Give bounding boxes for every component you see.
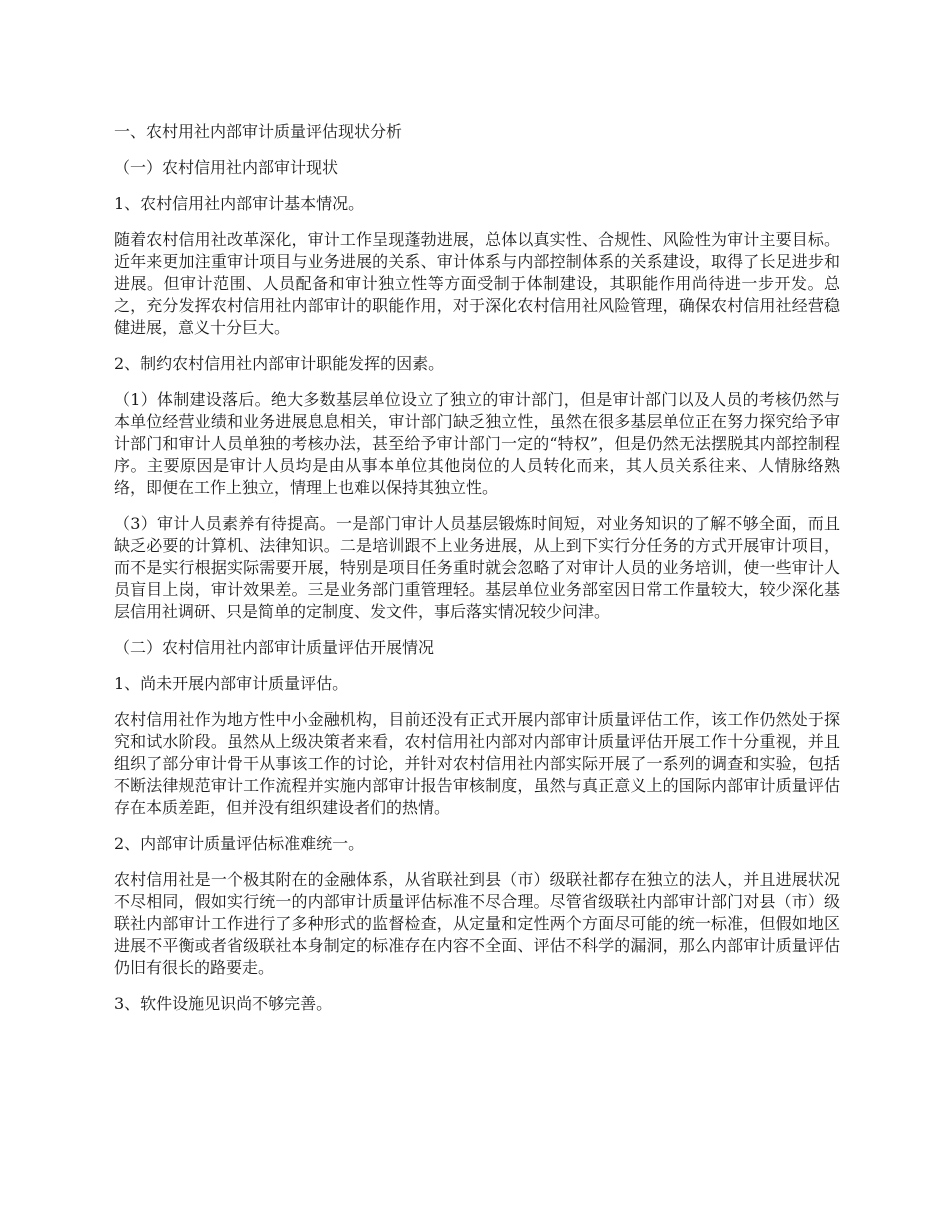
document-page [114,121,840,1029]
paragraph-1: 随着农村信用社改革深化，审计工作呈现蓬勃进展，总体以真实性、合规性、风险性为审计主要目标。近年来更加注重审计项目与业务进展的关系、审计体系与内部控制体系的关系建设，取得了长足进步和进展。但审计范围、人员配备和审计独立性等方面受制于体制建设，其职能作用尚待进一步开发。总之，充分发挥农村信用社内部审计的职能作用，对于深化农村信用社风险管理，确保农村信用社经营稳健进展，意义十分巨大。 [114,230,840,337]
subheading-2-2: 2、内部审计质量评估标准难统一。 [114,834,365,853]
main-heading: 一、农村用社内部审计质量评估现状分析 [114,122,403,141]
section-heading-1: （一）农村信用社内部审计现状 [114,158,339,177]
subheading-1-2: 2、制约农村信用社内部审计职能发挥的因素。 [114,354,445,373]
paragraph-5: 农村信用社是一个极其附在的金融体系，从省联社到县（市）级联社都存在独立的法人，并且进展状况不尽相同，假如实行统一的内部审计质量评估标准不尽合理。尽管省级联社内部审计部门对县（市）级联社内部审计工作进行了多种形式的监督检查，从定量和定性两个方面尽可能的统一标准，但假如地区进展不平衡或者省级联社本身制定的标准存在内容不全面、评估不科学的漏洞，那么内部审计质量评估仍旧有很长的路要走。 [114,870,840,977]
subheading-2-3: 3、软件设施见识尚不够完善。 [114,994,333,1013]
section-heading-2: （二）农村信用社内部审计质量评估开展情况 [114,638,435,657]
subheading-1-1: 1、农村信用社内部审计基本情况。 [114,194,365,213]
paragraph-4: 农村信用社作为地方性中小金融机构，目前还没有正式开展内部审计质量评估工作，该工作仍然处于探究和试水阶段。虽然从上级决策者来看，农村信用社内部对内部审计质量评估开展工作十分重视，并且组织了部分审计骨干从事该工作的讨论，并针对农村信用社内部实际开展了一系列的调查和实验，包括不断法律规范审计工作流程并实施内部审计报告审核制度，虽然与真正意义上的国际内部审计质量评估存在本质差距，但并没有组织建设者们的热情。 [114,710,840,817]
paragraph-2: （1）体制建设落后。绝大多数基层单位设立了独立的审计部门，但是审计部门以及人员的考核仍然与本单位经营业绩和业务进展息息相关，审计部门缺乏独立性，虽然在很多基层单位正在努力探究给予审计部门和审计人员单独的考核办法，甚至给予审计部门一定的“特权”，但是仍然无法摆脱其内部控制程序。主要原因是审计人员均是由从事本单位其他岗位的人员转化而来，其人员关系往来、人情脉络熟络，即便在工作上独立，情理上也难以保持其独立性。 [114,390,840,497]
paragraph-3: （3）审计人员素养有待提高。一是部门审计人员基层锻炼时间短，对业务知识的了解不够全面，而且缺乏必要的计算机、法律知识。二是培训跟不上业务进展，从上到下实行分任务的方式开展审计项目，而不是实行根据实际需要开展，特别是项目任务重时就会忽略了对审计人员的业务培训，使一些审计人员盲目上岗，审计效果差。三是业务部门重管理轻。基层单位业务部室因日常工作量较大，较少深化基层信用社调研、只是简单的定制度、发文件，事后落实情况较少问津。 [114,514,840,621]
subheading-2-1: 1、尚未开展内部审计质量评估。 [114,674,349,693]
